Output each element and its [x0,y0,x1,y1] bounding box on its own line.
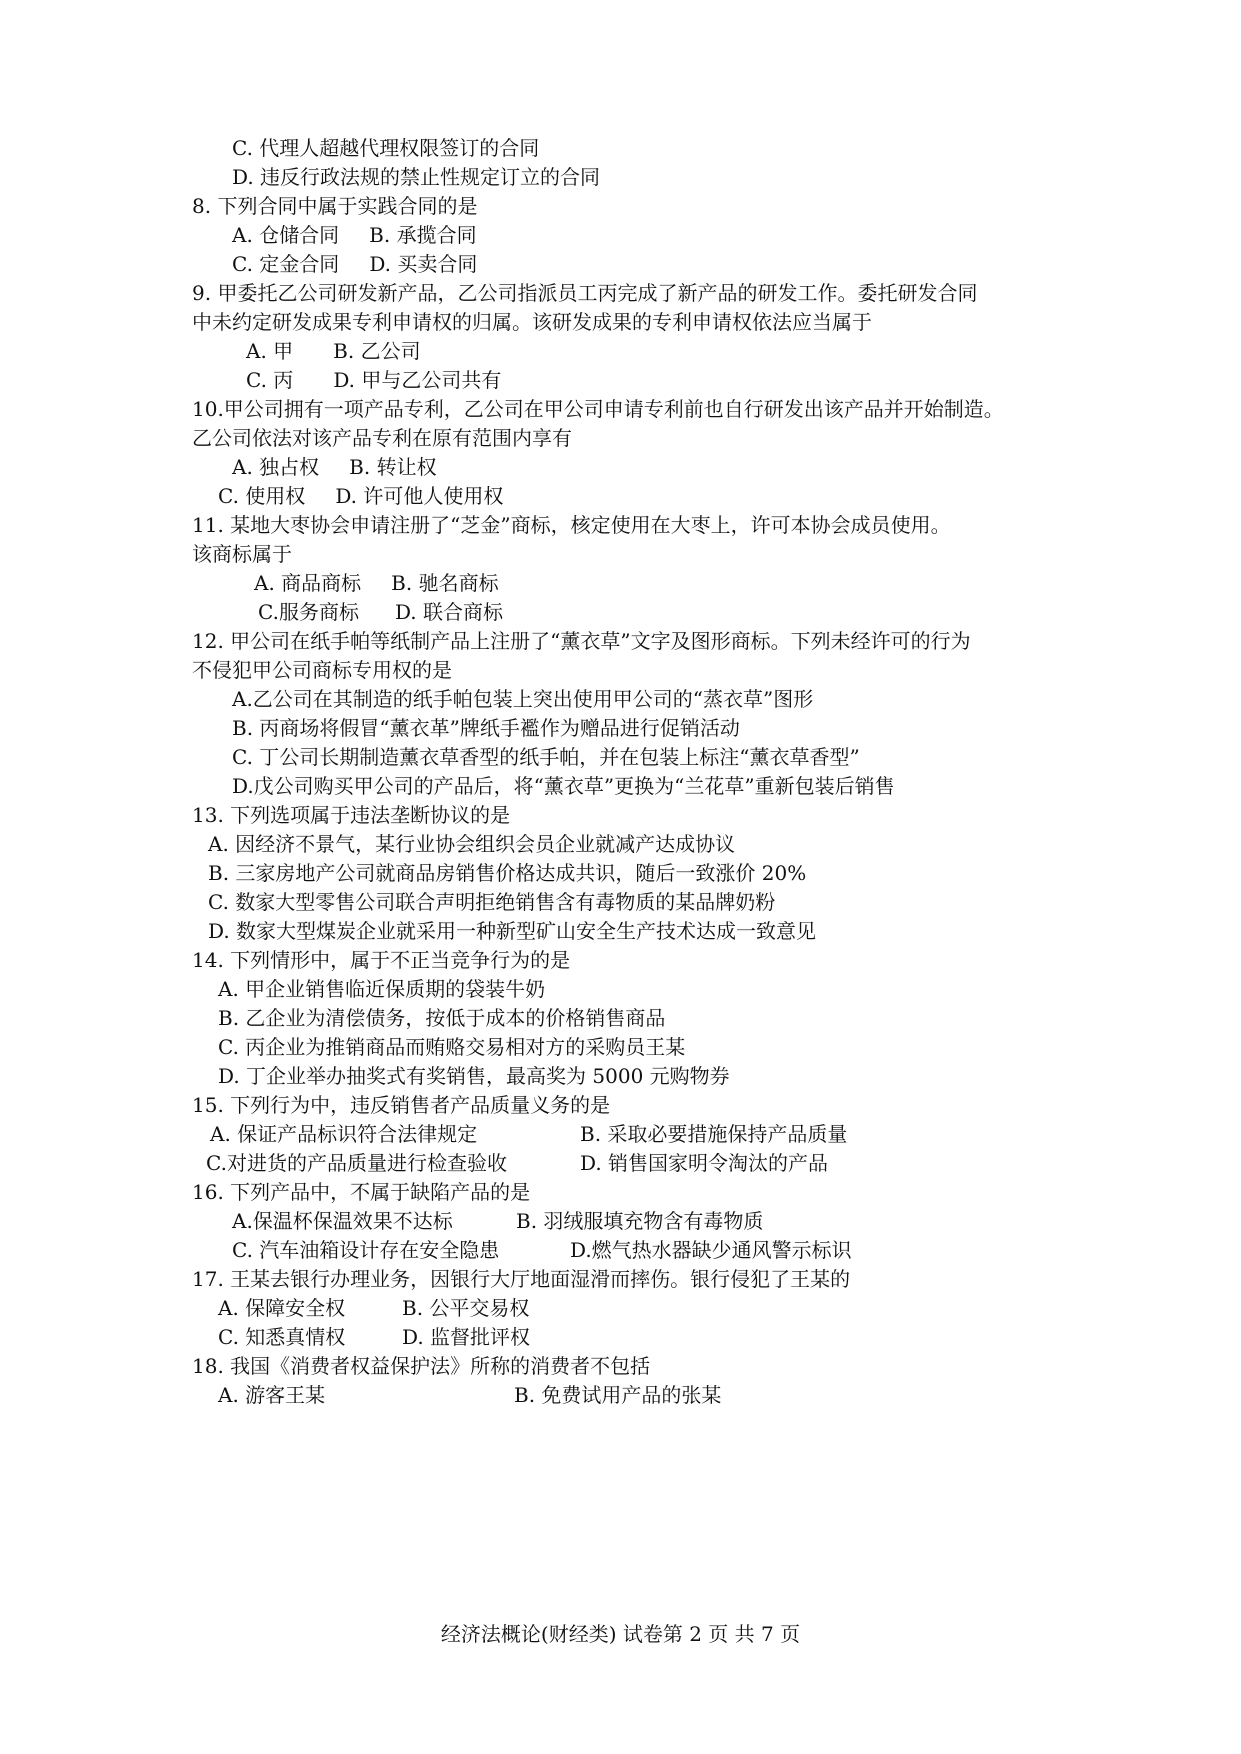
option-line: B. 丙商场将假冒“薰衣革”牌纸手襤作为赠品进行促销活动 [232,716,740,740]
question-line: 16. 下列产品中，不属于缺陷产品的是 [192,1180,531,1204]
option-pair [206,1149,828,1177]
option-pair [232,453,437,481]
option-a: C. 丙 [246,368,294,392]
option-b: D.燃气热水器缺少通风警示标识 [570,1238,852,1262]
option-b: D. 销售国家明令淘汰的产品 [580,1151,829,1175]
option-a: A. 独占权 [232,455,320,479]
option-line: C. 丙企业为推销商品而贿赂交易相对方的采购员王某 [218,1035,686,1059]
option-b: B. 承揽合同 [369,223,477,247]
option-b: D. 联合商标 [394,600,503,624]
option-line: A. 因经济不景气，某行业协会组织会员企业就减产达成协议 [208,832,736,856]
question-line: 17. 王某去银行办理业务，因银行大厅地面湿滑而摔伤。银行侵犯了王某的 [192,1267,851,1291]
option-b: B. 公平交易权 [402,1296,530,1320]
option-b: D. 许可他人使用权 [335,484,504,508]
option-b: D. 甲与乙公司共有 [333,368,502,392]
option-a: A. 商品商标 [254,571,362,595]
option-a: A. 游客王某 [218,1383,326,1407]
option-a: C. 使用权 [218,484,306,508]
option-b: B. 转让权 [349,455,437,479]
option-a: C. 知悉真情权 [218,1325,346,1349]
option-b: D. 监督批评权 [402,1325,531,1349]
option-pair [232,250,477,278]
option-a: A. 仓储合同 [232,223,340,247]
question-line: 15. 下列行为中，违反销售者产品质量义务的是 [192,1093,611,1117]
option-line: B. 乙企业为清偿债务，按低于成本的价格销售商品 [218,1006,666,1030]
option-line: C. 丁公司长期制造薰衣草香型的纸手帕，并在包装上标注“薰衣草香型” [232,745,860,769]
option-pair [218,1323,530,1351]
option-pair [218,482,503,510]
option-a: A. 甲 [246,339,294,363]
question-line: 乙公司依法对该产品专利在原有范围内享有 [192,426,572,450]
question-line: 14. 下列情形中，属于不正当竞争行为的是 [192,948,571,972]
question-line: 18. 我国《消费者权益保护法》所称的消费者不包括 [192,1354,651,1378]
option-line: B. 三家房地产公司就商品房销售价格达成共识，随后一致涨价 20% [208,861,807,885]
question-line: 11. 某地大枣协会申请注册了“芝金”商标，核定使用在大枣上，许可本协会成员使用。 [192,513,951,537]
option-b: B. 羽绒服填充物含有毒物质 [516,1209,764,1233]
option-pair [218,1294,529,1322]
question-line: 9. 甲委托乙公司研发新产品，乙公司指派员工丙完成了新产品的研发工作。委托研发合同 [192,281,978,305]
option-a: A.保温杯保温效果不达标 [232,1209,453,1233]
option-line: D. 违反行政法规的禁止性规定订立的合同 [232,165,601,189]
option-pair [246,366,501,394]
option-b: D. 买卖合同 [369,252,478,276]
option-line: D. 数家大型煤炭企业就采用一种新型矿山安全生产技术达成一致意见 [208,919,817,943]
option-a: C. 汽车油箱设计存在安全隐患 [232,1238,500,1262]
option-b: B. 免费试用产品的张某 [514,1383,722,1407]
option-pair [254,569,499,597]
option-line: C. 代理人超越代理权限签订的合同 [232,136,540,160]
option-line: C. 数家大型零售公司联合声明拒绝销售含有毒物质的某品牌奶粉 [208,890,776,914]
option-pair [218,1381,721,1409]
question-line: 13. 下列选项属于违法垄断协议的是 [192,803,511,827]
option-pair [232,1236,852,1264]
option-pair [232,1207,763,1235]
page-footer: 经济法概论(财经类) 试卷第 2 页 共 7 页 [440,1622,801,1646]
option-b: B. 驰名商标 [391,571,499,595]
question-line: 12. 甲公司在纸手帕等纸制产品上注册了“薰衣草”文字及图形商标。下列未经许可的行为 [192,629,971,653]
question-line: 不侵犯甲公司商标专用权的是 [192,658,452,682]
option-line: D. 丁企业举办抽奖式有奖销售，最高奖为 5000 元购物券 [218,1064,730,1088]
question-line: 该商标属于 [192,542,292,566]
option-b: B. 乙公司 [333,339,421,363]
option-line: A. 甲企业销售临近保质期的袋装牛奶 [218,977,546,1001]
option-a: C.对进货的产品质量进行检查验收 [206,1151,507,1175]
option-a: C. 定金合同 [232,252,340,276]
question-line: 8. 下列合同中属于实践合同的是 [192,194,478,218]
option-line: D.戊公司购买甲公司的产品后，将“薰衣草”更换为“兰花草”重新包装后销售 [232,774,895,798]
question-line: 中未约定研发成果专利申请权的归属。该研发成果的专利申请权依法应当属于 [192,310,872,334]
option-pair [246,337,421,365]
option-pair [232,221,477,249]
option-a: C.服务商标 [258,600,359,624]
option-pair [258,598,503,626]
option-b: B. 采取必要措施保持产品质量 [580,1122,848,1146]
question-line: 10.甲公司拥有一项产品专利，乙公司在甲公司申请专利前也自行研发出该产品并开始制造。 [192,397,1004,421]
option-a: A. 保证产品标识符合法律规定 [210,1122,478,1146]
option-pair [210,1120,847,1148]
option-a: A. 保障安全权 [218,1296,346,1320]
option-line: A.乙公司在其制造的纸手帕包装上突出使用甲公司的“蒸衣草”图形 [232,687,814,711]
